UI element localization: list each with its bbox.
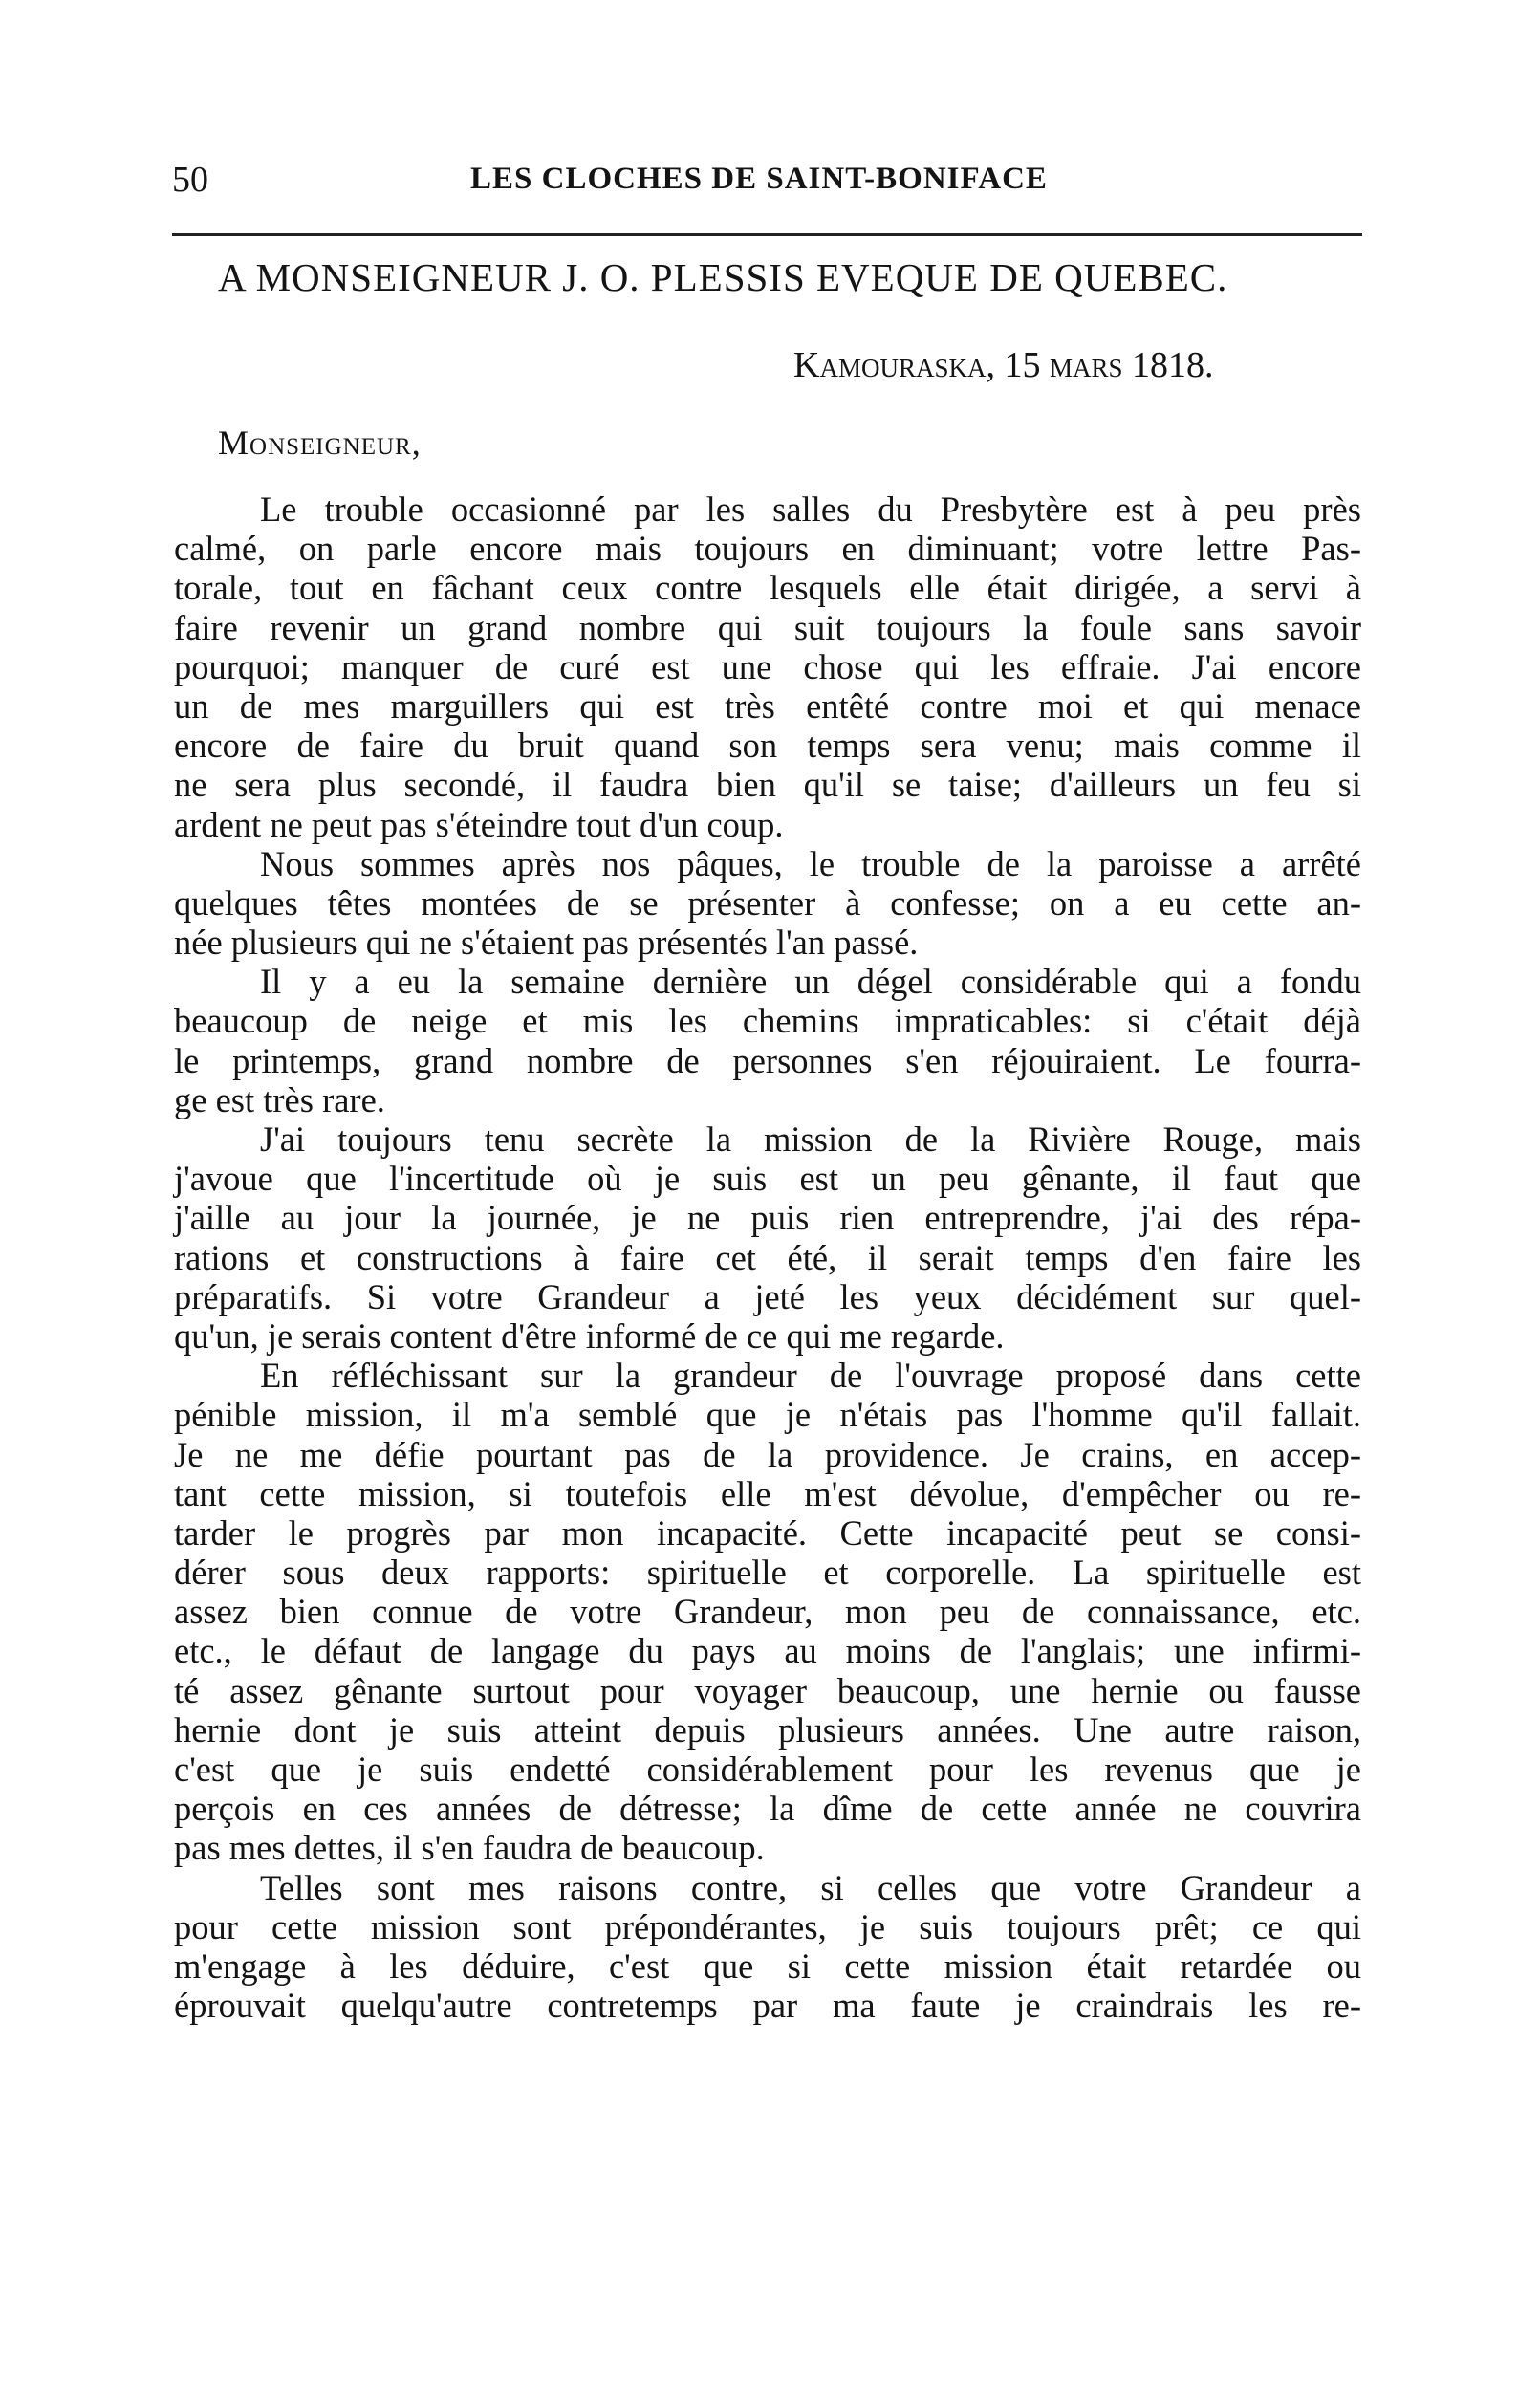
salutation: Monseigneur,: [218, 424, 422, 462]
text-line: pas mes dettes, il s'en faudra de beaucoup.: [174, 1828, 765, 1868]
letter-body: [174, 489, 1361, 2025]
text-line: Telles sont mes raisons contre, si celles que votre Grandeur a: [260, 1867, 1361, 1907]
text-line: té assez gênante surtout pour voyager beaucoup, une hernie ou fausse: [174, 1670, 1361, 1710]
text-line: pénible mission, il m'a semblé que je n'étais pas l'homme qu'il fallait.: [174, 1395, 1361, 1435]
text-line: Nous sommes après nos pâques, le trouble de la paroisse a arrêté: [260, 843, 1361, 883]
text-line: m'engage à les déduire, c'est que si cette mission était retardée ou: [174, 1945, 1361, 1986]
text-line: dérer sous deux rapports: spirituelle et corporelle. La spirituelle est: [174, 1553, 1361, 1593]
text-line: c'est que je suis endetté considérablement pour les revenus que je: [174, 1750, 1361, 1789]
text-line: tant cette mission, si toutefois elle m'est dévolue, d'empêcher ou re-: [174, 1473, 1361, 1513]
text-line: pourquoi; manquer de curé est une chose qui les effraie. J'ai encore: [174, 646, 1361, 686]
letter-heading: A MONSEIGNEUR J. O. PLESSIS EVEQUE DE QUEBEC.: [218, 255, 1228, 299]
text-line: quelques têtes montées de se présenter à confesse; on a eu cette an-: [174, 882, 1361, 923]
running-title: LES CLOCHES DE SAINT-BONIFACE: [470, 162, 1048, 196]
text-line: calmé, on parle encore mais toujours en diminuant; votre lettre Pas-: [174, 529, 1361, 569]
text-line: J'ai toujours tenu secrète la mission de la Rivière Rouge, mais: [260, 1119, 1361, 1159]
text-line: assez bien connue de votre Grandeur, mon peu de connaissance, etc.: [174, 1592, 1361, 1632]
text-line: ge est très rare.: [174, 1079, 385, 1119]
dateline: Kamouraska, 15 mars 1818.: [793, 345, 1214, 385]
text-line: torale, tout en fâchant ceux contre lesquels elle était dirigée, a servi à: [174, 568, 1361, 608]
text-line: perçois en ces années de détresse; la dîme de cette année ne couvrira: [174, 1789, 1361, 1829]
text-line: ardent ne peut pas s'éteindre tout d'un coup.: [174, 804, 784, 844]
running-head: [172, 159, 1362, 206]
text-line: encore de faire du bruit quand son temps sera venu; mais comme il: [174, 726, 1361, 766]
text-line: j'aille au jour la journée, je ne puis rien entreprendre, j'ai des répa-: [174, 1198, 1361, 1238]
text-line: Le trouble occasionné par les salles du Presbytère est à peu près: [260, 489, 1361, 529]
text-line: le printemps, grand nombre de personnes s'en réjouiraient. Le fourra-: [174, 1040, 1361, 1080]
text-line: pour cette mission sont prépondérantes, je suis toujours prêt; ce qui: [174, 1906, 1361, 1946]
text-line: ne sera plus secondé, il faudra bien qu'il se taise; d'ailleurs un feu si: [174, 765, 1361, 805]
text-line: faire revenir un grand nombre qui suit toujours la foule sans savoir: [174, 607, 1361, 647]
text-line: beaucoup de neige et mis les chemins impraticables: si c'était déjà: [174, 1001, 1361, 1041]
text-line: En réfléchissant sur la grandeur de l'ouvrage proposé dans cette: [260, 1356, 1361, 1396]
text-line: Il y a eu la semaine dernière un dégel considérable qui a fondu: [260, 962, 1361, 1002]
text-line: Je ne me défie pourtant pas de la providence. Je crains, en accep-: [174, 1434, 1361, 1474]
text-line: rations et constructions à faire cet été, il serait temps d'en faire les: [174, 1237, 1361, 1277]
text-line: un de mes marguillers qui est très entêté contre moi et qui menace: [174, 685, 1361, 726]
text-line: éprouvait quelqu'autre contretemps par ma faute je craindrais les re-: [174, 1986, 1361, 2026]
text-line: qu'un, je serais content d'être informé de ce qui me regarde.: [174, 1315, 1005, 1356]
text-line: hernie dont je suis atteint depuis plusieurs années. Une autre raison,: [174, 1709, 1361, 1750]
text-line: née plusieurs qui ne s'étaient pas présentés l'an passé.: [174, 923, 919, 963]
text-line: préparatifs. Si votre Grandeur a jeté les yeux décidément sur quel-: [174, 1276, 1361, 1316]
page-number: 50: [172, 160, 208, 200]
text-line: j'avoue que l'incertitude où je suis est un peu gênante, il faut que: [174, 1159, 1361, 1199]
text-line: tarder le progrès par mon incapacité. Cette incapacité peut se consi-: [174, 1512, 1361, 1553]
text-line: etc., le défaut de langage du pays au moins de l'anglais; une infirmi-: [174, 1631, 1361, 1671]
header-rule: [172, 233, 1362, 236]
